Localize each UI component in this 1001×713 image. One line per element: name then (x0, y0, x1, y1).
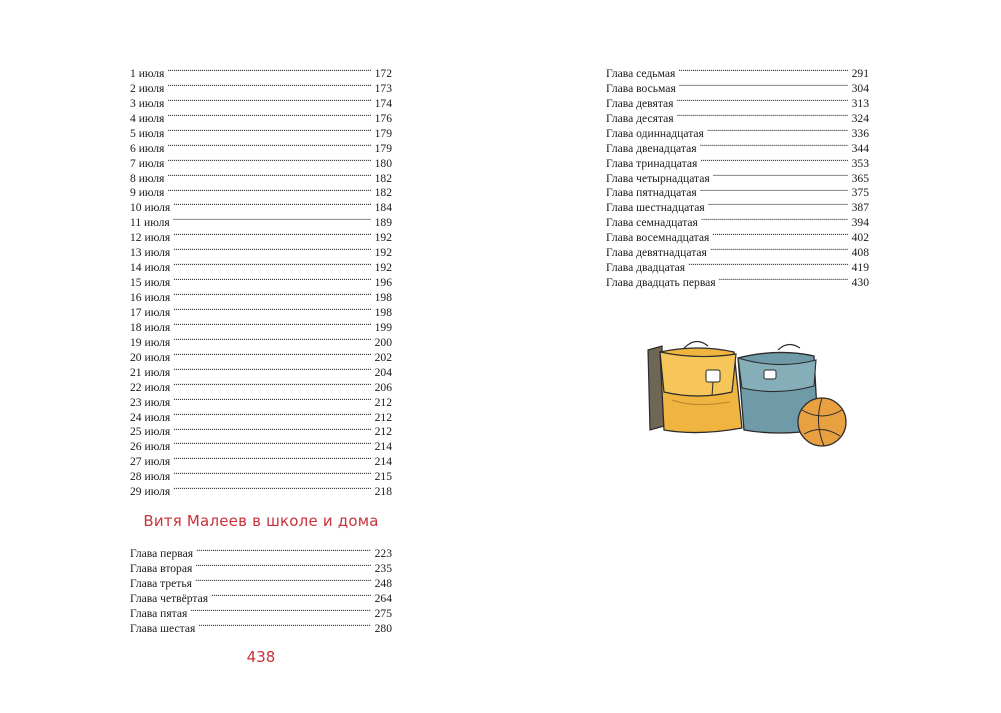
toc-entry-label: 2 июля (130, 81, 165, 95)
dot-leader (198, 617, 370, 632)
toc-entry-page-number: 179 (374, 126, 392, 140)
dot-leader (173, 256, 370, 271)
toc-entry-page-number: 189 (374, 216, 392, 230)
toc-entry-page-number: 248 (374, 576, 392, 590)
toc-entry-page-number: 291 (851, 66, 869, 80)
dot-leader (173, 316, 370, 331)
dot-leader (195, 572, 371, 587)
toc-entry-page-number: 182 (374, 186, 392, 200)
toc-entry-label: Глава двенадцатая (606, 141, 697, 155)
toc-entry-label: 3 июля (130, 96, 165, 110)
dot-leader (196, 542, 371, 557)
dot-leader (712, 226, 847, 241)
toc-entry-label: 26 июля (130, 440, 171, 454)
toc-entry-page-number: 264 (374, 591, 392, 605)
left-page (0, 0, 500, 713)
toc-entry-page-number: 182 (374, 171, 392, 185)
toc-entry-label: Глава восьмая (606, 81, 676, 95)
toc-entry-page-number: 375 (851, 186, 869, 200)
toc-entry-page-number: 344 (851, 141, 869, 155)
toc-entry-label: 15 июля (130, 276, 171, 290)
dot-leader (173, 211, 371, 226)
toc-entry-page-number: 408 (851, 246, 869, 260)
yellow-schoolbag-icon (660, 341, 742, 432)
toc-day-entry (130, 122, 392, 140)
toc-entry-label: Глава вторая (130, 561, 193, 575)
toc-entry-label: 18 июля (130, 320, 171, 334)
toc-day-entry (130, 167, 392, 185)
toc-entry-page-number: 304 (851, 81, 869, 95)
toc-chapters-list-continued (606, 62, 869, 290)
toc-entry-label: 19 июля (130, 335, 171, 349)
toc-entry-page-number: 192 (374, 261, 392, 275)
toc-entry-label: 21 июля (130, 365, 171, 379)
dot-leader (173, 271, 370, 286)
dot-leader (167, 77, 370, 92)
dot-leader (688, 256, 847, 271)
toc-entry-page-number: 336 (851, 126, 869, 140)
toc-day-entry (130, 196, 392, 215)
dot-leader (708, 196, 848, 211)
toc-entry-page-number: 280 (374, 621, 392, 635)
toc-entry-page-number: 206 (374, 380, 392, 394)
toc-entry-label: 8 июля (130, 171, 165, 185)
toc-entry-label: 7 июля (130, 156, 165, 170)
toc-entry-page-number: 324 (851, 111, 869, 125)
toc-entry-label: Глава двадцатая (606, 261, 686, 275)
toc-entry-page-number: 196 (374, 276, 392, 290)
dot-leader (173, 435, 370, 450)
toc-entry-label: 28 июля (130, 470, 171, 484)
dot-leader (167, 62, 370, 77)
dot-leader (167, 167, 370, 182)
dot-leader (173, 391, 370, 406)
dot-leader (173, 346, 370, 361)
toc-entry-page-number: 192 (374, 246, 392, 260)
toc-day-entry (130, 107, 392, 125)
toc-entry-page-number: 402 (851, 231, 869, 245)
dot-leader (173, 301, 370, 316)
dot-leader (707, 122, 848, 137)
toc-entry-label: Глава семнадцатая (606, 216, 698, 230)
football-icon (798, 398, 846, 446)
schoolbags-illustration (638, 330, 858, 460)
toc-entry-page-number: 275 (374, 606, 392, 620)
dot-leader (211, 587, 370, 602)
toc-entry-label: 5 июля (130, 126, 165, 140)
dot-leader (719, 271, 848, 286)
dot-leader (167, 152, 370, 167)
toc-entry-label: Глава одиннадцатая (606, 126, 704, 140)
toc-entry-page-number: 365 (851, 171, 869, 185)
toc-entry-label: 22 июля (130, 380, 171, 394)
toc-entry-page-number: 173 (374, 81, 392, 95)
toc-entry-page-number: 214 (374, 455, 392, 469)
toc-entry-label: 9 июля (130, 186, 165, 200)
toc-entry-label: Глава первая (130, 546, 194, 560)
toc-entry-page-number: 192 (374, 231, 392, 245)
dot-leader (710, 241, 848, 256)
toc-entry-page-number: 419 (851, 261, 869, 275)
dot-leader (701, 211, 848, 226)
dot-leader (679, 77, 848, 92)
dot-leader (173, 376, 370, 391)
toc-entry-label: 6 июля (130, 141, 165, 155)
dot-leader (173, 196, 370, 211)
toc-day-entry (130, 77, 392, 95)
dot-leader (167, 122, 370, 137)
toc-chapters-list (130, 542, 392, 635)
dot-leader (173, 361, 370, 376)
toc-day-entry (130, 152, 392, 170)
toc-entry-label: 17 июля (130, 305, 171, 319)
toc-entry-page-number: 394 (851, 216, 869, 230)
toc-chapter-entry (130, 542, 392, 560)
toc-entry-page-number: 184 (374, 201, 392, 215)
toc-entry-page-number: 198 (374, 305, 392, 319)
toc-entry-label: Глава двадцать первая (606, 276, 716, 290)
dot-leader (677, 92, 848, 107)
toc-entry-label: 4 июля (130, 111, 165, 125)
toc-entry-page-number: 223 (374, 546, 392, 560)
toc-entry-page-number: 215 (374, 470, 392, 484)
toc-entry-page-number: 212 (374, 425, 392, 439)
toc-entry-label: 25 июля (130, 425, 171, 439)
dot-leader (700, 182, 848, 197)
toc-day-entry (130, 62, 392, 80)
dot-leader (173, 286, 370, 301)
toc-chapter-entry (606, 62, 869, 80)
dot-leader (173, 421, 370, 436)
page-number: 438 (246, 648, 276, 666)
toc-entry-label: 14 июля (130, 261, 171, 275)
toc-entry-label: Глава тринадцатая (606, 156, 698, 170)
toc-entry-page-number: 200 (374, 335, 392, 349)
toc-entry-label: Глава шестнадцатая (606, 201, 705, 215)
toc-entry-label: Глава восемнадцатая (606, 231, 710, 245)
toc-day-entry (130, 137, 392, 155)
dot-leader (173, 480, 370, 495)
dot-leader (713, 167, 848, 182)
toc-entry-label: Глава пятая (130, 606, 188, 620)
toc-entry-label: 20 июля (130, 350, 171, 364)
dot-leader (190, 602, 370, 617)
right-page (500, 0, 1001, 713)
toc-entry-label: Глава десятая (606, 111, 674, 125)
dot-leader (167, 137, 370, 152)
toc-entry-label: 27 июля (130, 455, 171, 469)
dot-leader (173, 406, 370, 421)
toc-entry-page-number: 212 (374, 395, 392, 409)
toc-entry-page-number: 430 (851, 276, 869, 290)
toc-entry-page-number: 214 (374, 440, 392, 454)
toc-entry-page-number: 204 (374, 365, 392, 379)
toc-entry-label: Глава четырнадцатая (606, 171, 710, 185)
dot-leader (195, 557, 370, 572)
toc-entry-label: 29 июля (130, 485, 171, 499)
toc-entry-label: Глава четвёртая (130, 591, 209, 605)
toc-entry-page-number: 174 (374, 96, 392, 110)
toc-entry-label: 10 июля (130, 201, 171, 215)
toc-entry-label: Глава девятая (606, 96, 674, 110)
toc-entry-page-number: 180 (374, 156, 392, 170)
toc-entry-page-number: 212 (374, 410, 392, 424)
toc-entry-page-number: 353 (851, 156, 869, 170)
toc-entry-label: 24 июля (130, 410, 171, 424)
section-title: Витя Малеев в школе и дома (143, 512, 379, 530)
toc-entry-label: 1 июля (130, 66, 165, 80)
dot-leader (167, 182, 370, 197)
dot-leader (167, 92, 370, 107)
dot-leader (173, 226, 370, 241)
toc-entry-page-number: 172 (374, 66, 392, 80)
toc-entry-label: 11 июля (130, 216, 170, 230)
toc-entry-page-number: 198 (374, 291, 392, 304)
toc-entry-label: 12 июля (130, 231, 171, 245)
toc-day-entry (130, 92, 392, 110)
toc-entry-label: Глава шестая (130, 621, 196, 635)
toc-days-list (130, 62, 392, 499)
dot-leader (173, 465, 370, 480)
toc-entry-page-number: 235 (374, 561, 392, 575)
toc-entry-page-number: 218 (374, 485, 392, 499)
dot-leader (700, 137, 848, 152)
toc-entry-label: Глава третья (130, 576, 192, 590)
toc-entry-label: Глава седьмая (606, 66, 676, 80)
dot-leader (173, 331, 370, 346)
toc-entry-page-number: 179 (374, 141, 392, 155)
dot-leader (700, 152, 847, 167)
dot-leader (167, 107, 370, 122)
toc-entry-page-number: 202 (374, 350, 392, 364)
toc-entry-page-number: 199 (374, 320, 392, 334)
dot-leader (173, 450, 370, 465)
toc-entry-label: Глава девятнадцатая (606, 246, 707, 260)
toc-entry-label: 13 июля (130, 246, 171, 260)
toc-day-entry (130, 182, 392, 200)
toc-entry-label: Глава пятнадцатая (606, 186, 697, 200)
toc-entry-label: 16 июля (130, 291, 171, 304)
toc-entry-label: 23 июля (130, 395, 171, 409)
dot-leader (677, 107, 848, 122)
toc-entry-page-number: 387 (851, 201, 869, 215)
toc-entry-page-number: 176 (374, 111, 392, 125)
dot-leader (173, 241, 370, 256)
toc-entry-page-number: 313 (851, 96, 869, 110)
dot-leader (678, 62, 847, 77)
